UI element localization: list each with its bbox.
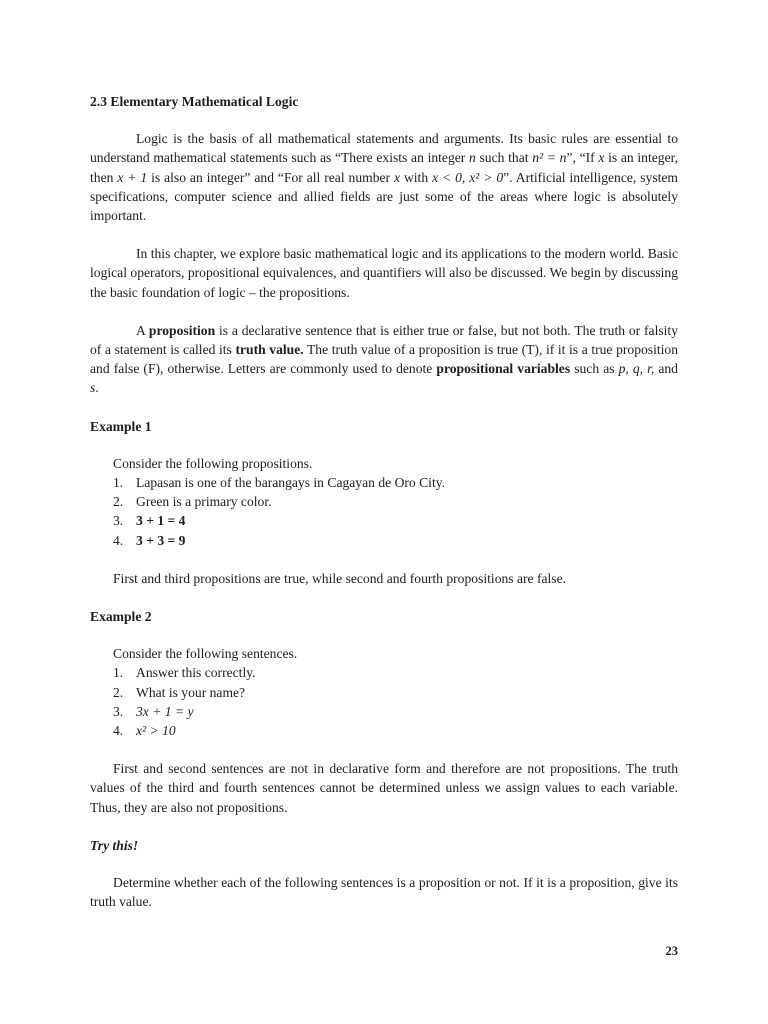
p1-math-3: x < 0, x² > 0 <box>432 169 504 185</box>
list-item <box>113 531 678 550</box>
list-item <box>113 683 678 702</box>
item-text: Lapasan is one of the barangays in Cagayan de Oro City. <box>136 475 446 491</box>
term-propositional-variables: propositional variables <box>436 361 571 377</box>
p1-text-3: ”, “If <box>566 150 599 166</box>
list-item <box>113 702 678 721</box>
item-number: 1. <box>113 475 124 491</box>
try-this-instructions: Determine whether each of the following sentences is a proposition or not. If it is a proposition, give its truth value. <box>90 875 678 910</box>
p3-text-6: . <box>95 380 99 396</box>
p1-text-2: such that <box>475 150 533 166</box>
item-math: x² > 10 <box>136 723 176 739</box>
item-number: 4. <box>113 532 124 548</box>
example-2-conclusion: First and second sentences are not in declarative form and therefore are not propositions. The truth values of the third and fourth sentences cannot be determined unless we assign values to each variable. Thus, they are also not propositions. <box>90 761 678 815</box>
proposition-definition-paragraph <box>90 321 678 398</box>
item-math: 3 + 3 = 9 <box>136 532 186 548</box>
item-number: 2. <box>113 494 124 510</box>
p1-math-1: n² = n <box>532 150 567 166</box>
item-text: What is your name? <box>136 684 246 700</box>
p3-text-1: A <box>136 322 149 338</box>
p1-text-7: ”. Artificial intelligence, system specifications, computer science and allied fields are just some of the areas where logic is absolutely important. <box>90 169 678 224</box>
list-item <box>113 511 678 530</box>
p3-text-3: The truth value of a proposition is true (T), if it is a true proposition and false (F), otherwise. Letters are commonly used to denote <box>90 342 679 377</box>
p1-text-5: is also an integer” and “For all real number <box>147 169 394 185</box>
p1-text-4: is an integer, then <box>90 150 678 185</box>
example-2-intro: Consider the following sentences. <box>113 646 298 662</box>
term-truth-value: truth value. <box>235 342 304 358</box>
list-item <box>113 663 678 682</box>
item-number: 1. <box>113 665 124 681</box>
list-item <box>113 721 678 740</box>
item-text: Answer this correctly. <box>136 665 256 681</box>
item-math: 3x + 1 = y <box>136 703 194 719</box>
section-heading: 2.3 Elementary Mathematical Logic <box>90 94 299 109</box>
item-number: 3. <box>113 513 124 529</box>
item-math: 3 + 1 = 4 <box>136 513 186 529</box>
p3-text-4: such as <box>570 361 619 377</box>
intro-paragraph <box>90 129 678 225</box>
p1-math-2: x + 1 <box>117 169 148 185</box>
try-this-label: Try this! <box>90 837 139 853</box>
example-1-conclusion: First and third propositions are true, while second and fourth propositions are false. <box>113 570 567 586</box>
example-1-intro: Consider the following propositions. <box>113 455 313 471</box>
item-number: 2. <box>113 684 124 700</box>
term-proposition: proposition <box>148 322 216 338</box>
list-item <box>113 473 678 492</box>
item-text: Green is a primary color. <box>136 494 272 510</box>
p3-vars: p, q, r, <box>618 361 655 377</box>
page-content <box>90 92 678 931</box>
p3-var-s: s <box>90 380 96 396</box>
chapter-overview-paragraph: In this chapter, we explore basic mathematical logic and its applications to the modern world. Basic logical operators, propositional equivalences, and quantifiers will also be discussed. We begin by discussing the basic foundation of logic – the propositions. <box>90 246 678 300</box>
item-number: 4. <box>113 723 124 739</box>
item-number: 3. <box>113 703 124 719</box>
example-2-label: Example 2 <box>90 609 152 625</box>
example-1-list <box>113 473 678 550</box>
p1-var-x: x <box>598 150 605 166</box>
p3-text-5: and <box>654 361 678 377</box>
p1-text-1: Logic is the basis of all mathematical statements and arguments. Its basic rules are essential to understand mathematical statements such as “There exists an integer <box>90 131 678 166</box>
p3-text-2: is a declarative sentence that is either true or false, but not both. The truth or falsity of a statement is called its <box>90 322 678 358</box>
example-2-list <box>113 663 678 740</box>
list-item <box>113 492 678 511</box>
p1-var-n: n <box>469 150 476 166</box>
example-1-label: Example 1 <box>90 418 152 434</box>
page-number: 23 <box>665 944 678 958</box>
p1-var-x2: x <box>394 169 401 185</box>
p1-text-6: with <box>400 169 433 185</box>
